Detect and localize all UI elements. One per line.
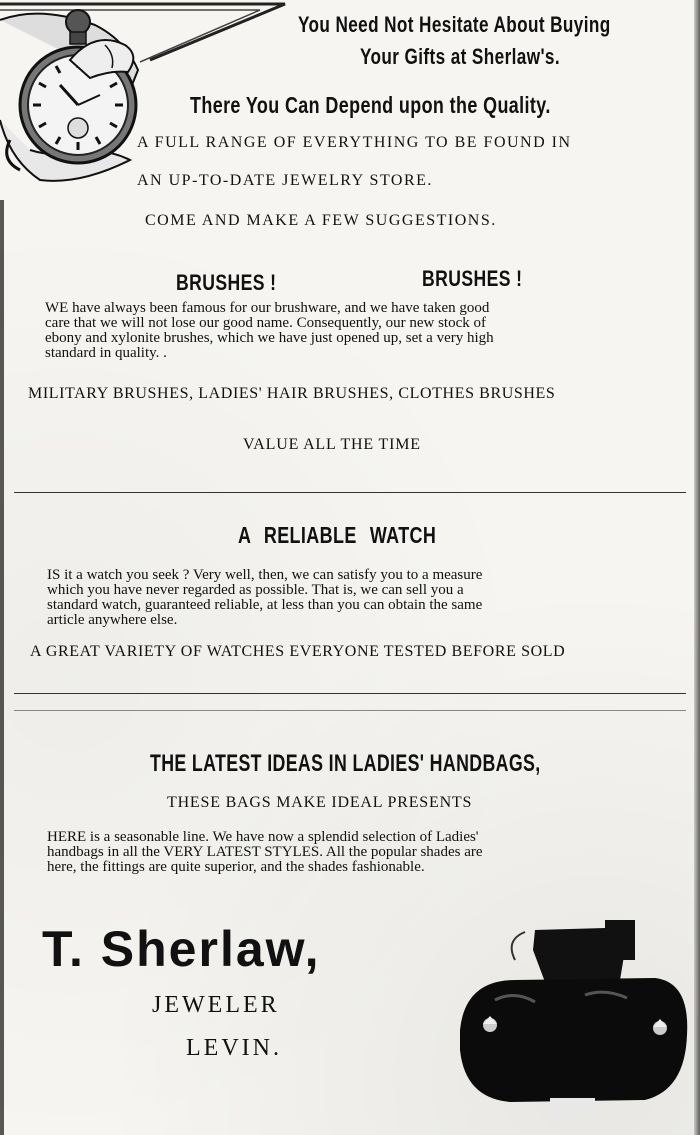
header-suggestions: COME AND MAKE A FEW SUGGESTIONS. (145, 212, 497, 229)
brushes-tagline: VALUE ALL THE TIME (243, 436, 421, 453)
handbag-icon (455, 920, 695, 1120)
watch-body-line: article anywhere else. (47, 612, 178, 628)
header-full-range: A FULL RANGE OF EVERYTHING TO BE FOUND IN (137, 134, 572, 151)
header-jewelry-store: AN UP-TO-DATE JEWELRY STORE. (137, 172, 433, 189)
brushes-heading-left: BRUSHES ! (176, 270, 277, 295)
brushes-body-line: standard in quality. . (45, 345, 167, 361)
header-quality-line: There You Can Depend upon the Quality. (190, 92, 551, 118)
watch-body-line: which you have never regarded as possible. That is, we can sell you a (47, 582, 464, 598)
brushes-list: MILITARY BRUSHES, LADIES' HAIR BRUSHES, CLOTHES BRUSHES (28, 385, 556, 402)
watch-heading: A RELIABLE WATCH (238, 522, 437, 548)
handbags-body-line: here, the fittings are quite superior, and the shades fashionable. (47, 859, 425, 875)
section-divider (14, 693, 686, 694)
brushes-body-line: ebony and xylonite brushes, which we have just opened up, set a very high (45, 330, 494, 346)
watch-body-line: standard watch, guaranteed reliable, at less than you can obtain the same (47, 597, 483, 613)
watch-body-line: IS it a watch you seek ? Very well, then, we can satisfy you to a measure (47, 567, 483, 583)
section-divider (14, 710, 686, 711)
handbags-subheading: THESE BAGS MAKE IDEAL PRESENTS (167, 794, 473, 811)
header-line-1: You Need Not Hesitate About Buying (298, 12, 611, 37)
watch-body (47, 568, 657, 628)
brushes-body (45, 301, 655, 361)
store-location: LEVIN. (186, 1035, 282, 1061)
watch-tagline: A GREAT VARIETY OF WATCHES EVERYONE TESTED BEFORE SOLD (30, 643, 566, 660)
handbags-body-line: handbags in all the VERY LATEST STYLES. All the popular shades are (47, 844, 483, 860)
section-divider (14, 492, 686, 493)
brushes-body-line: care that we will not lose our good name. Consequently, our new stock of (45, 315, 487, 331)
store-name: T. Sherlaw, (42, 921, 321, 977)
handbags-body-line: HERE is a seasonable line. We have now a splendid selection of Ladies' (47, 829, 479, 845)
brushes-body-line: WE have always been famous for our brushware, and we have taken good (45, 300, 490, 316)
handbags-body (47, 830, 657, 875)
store-title: JEWELER (152, 992, 280, 1018)
page-edge-left (0, 200, 4, 1135)
header-line-2: Your Gifts at Sherlaw's. (360, 44, 561, 69)
brushes-heading-right: BRUSHES ! (422, 266, 523, 291)
handbags-heading: THE LATEST IDEAS IN LADIES' HANDBAGS, (150, 750, 541, 777)
